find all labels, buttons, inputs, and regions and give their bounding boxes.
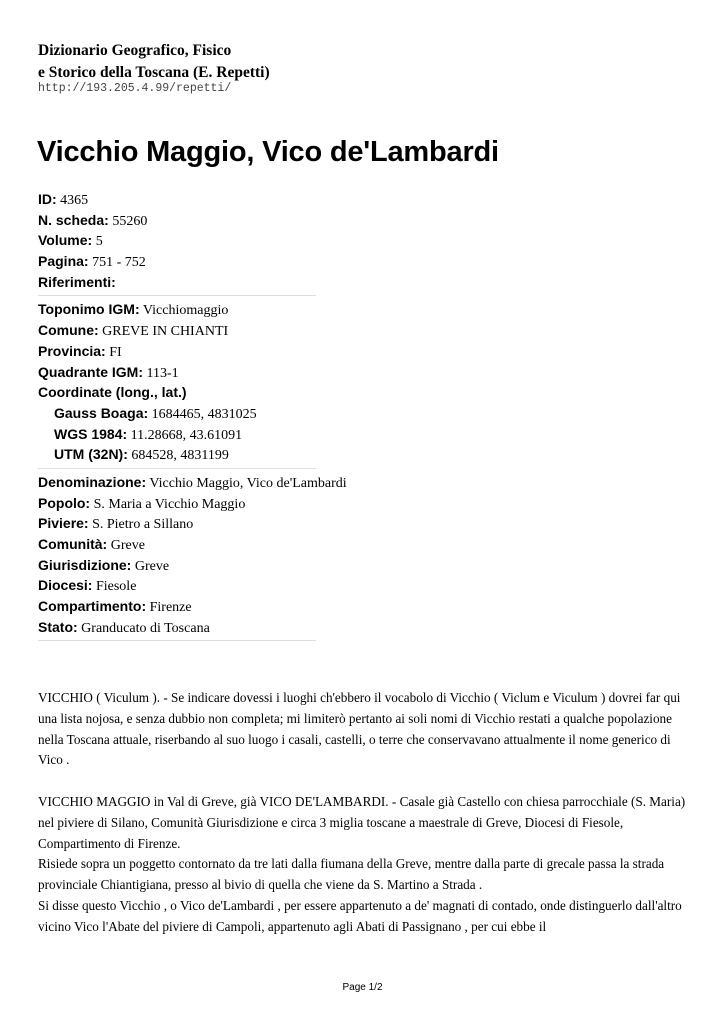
paragraph-name-origin: Si disse questo Vicchio , o Vico de'Lambardi , per essere appartenuto a de' magnati di contado, onde distinguerlo dall'altro vicino Vico l'Abate del piviere di Campoli, appartenuto agli Abati di Passignano , per cui ebbe il	[38, 897, 682, 934]
divider	[38, 468, 316, 469]
field-volume	[38, 230, 316, 251]
field-value: Granducato di Toscana	[81, 620, 210, 636]
field-value: Fiesole	[95, 579, 137, 595]
paragraph-vicchio: VICCHIO ( Viculum ). - Se indicare dovessi i luoghi ch'ebbero il vocabolo di Vicchio ( Viclum e Viculum ) dovrei far qui una lista nojosa, e senza dubbio non completa; mi limiterò pertanto ai soli nomi di Vicchio restati a qualche popolazione nella Toscana attuale, riserbando al suo luogo i casali, castelli, o terre che conservavano attualmente il nome generico di Vico .	[38, 690, 681, 768]
field-label: Provincia:	[38, 342, 106, 359]
field-label: Popolo:	[38, 494, 91, 511]
field-label: Piviere:	[38, 515, 89, 532]
paragraph-vicchio-maggio: VICCHIO MAGGIO in Val di Greve, già VICO DE'LAMBARDI. - Casale già Castello con chiesa parrocchiale (S. Maria) nel piviere di Silano, Comunità Giurisdizione e circa 3 miglia toscane a maestrale di Greve, Diocesi di Fiesole, Compartimento di Firenze.	[38, 793, 686, 851]
entry-text	[38, 688, 693, 938]
field-value: Greve	[134, 558, 170, 574]
field-id	[38, 189, 316, 210]
field-utm	[38, 444, 316, 465]
field-giurisdizione	[38, 555, 316, 576]
source-title-line2: e Storico della Toscana (E. Repetti)	[38, 64, 270, 81]
field-comunita	[38, 534, 316, 555]
field-scheda	[38, 210, 316, 231]
field-compartimento	[38, 596, 316, 617]
field-value: GREVE IN CHIANTI	[102, 324, 229, 340]
field-value: Greve	[110, 538, 145, 553]
field-label: Volume:	[38, 232, 93, 249]
field-value: FI	[109, 344, 122, 360]
field-label: Denominazione:	[38, 473, 147, 490]
field-value: Vicchio Maggio, Vico de'Lambardi	[149, 475, 347, 491]
field-denominazione	[38, 472, 347, 493]
field-value: S. Pietro a Sillano	[92, 517, 194, 533]
field-value: Vicchiomaggio	[142, 303, 229, 319]
field-label: Comunità:	[38, 536, 108, 552]
field-wgs1984	[38, 424, 316, 445]
field-label: Compartimento:	[38, 598, 147, 615]
divider	[38, 640, 316, 641]
field-label: Gauss Boaga:	[54, 404, 149, 421]
paragraph-position: Risiede sopra un poggetto contornato da tre lati dalla fiumana della Greve, mentre dalla parte di grecale passa la strada provinciale Chiantigiana, presso al bivio di quella che viene da S. Martino a Strada .	[38, 856, 665, 893]
field-label: Giurisdizione:	[38, 556, 132, 573]
field-value: 751 - 752	[92, 255, 146, 271]
field-riferimenti	[38, 272, 316, 293]
paragraph-gap	[38, 771, 693, 792]
page-title: Vicchio Maggio, Vico de'Lambardi	[37, 136, 499, 168]
field-quadrante	[38, 362, 316, 383]
source-title	[38, 40, 270, 84]
field-value: 4365	[60, 193, 89, 208]
field-value: 113-1	[146, 365, 179, 381]
source-url[interactable]: http://193.205.4.99/repetti/	[38, 82, 232, 95]
field-label: Riferimenti:	[38, 273, 116, 290]
field-value: 11.28668, 43.61091	[130, 427, 243, 443]
field-label: Comune:	[38, 322, 99, 339]
field-label: Quadrante IGM:	[38, 363, 144, 380]
field-value: 1684465, 4831025	[151, 406, 257, 422]
field-label: Diocesi:	[38, 577, 93, 594]
divider	[38, 295, 316, 296]
field-gauss-boaga	[38, 403, 316, 424]
field-value: 5	[95, 234, 103, 250]
field-coordinate	[38, 382, 316, 403]
source-title-line1: Dizionario Geografico, Fisico	[38, 42, 232, 59]
field-label: Pagina:	[38, 253, 89, 270]
field-label: Toponimo IGM:	[38, 301, 140, 318]
field-comune	[38, 320, 316, 341]
record-fields	[38, 189, 347, 644]
field-label: Coordinate (long., lat.)	[38, 384, 187, 401]
field-label: ID:	[38, 191, 57, 207]
field-toponimo	[38, 299, 316, 320]
field-label: UTM (32N):	[54, 446, 128, 463]
field-value: 55260	[112, 213, 148, 229]
field-label: WGS 1984:	[54, 425, 128, 442]
field-label: N. scheda:	[38, 211, 109, 228]
field-provincia	[38, 341, 316, 362]
page-number: Page 1/2	[342, 982, 383, 993]
field-popolo	[38, 493, 316, 514]
field-piviere	[38, 513, 316, 534]
field-diocesi	[38, 575, 316, 596]
field-stato	[38, 617, 316, 638]
field-label: Stato:	[38, 618, 78, 635]
field-value: Firenze	[149, 600, 192, 616]
field-value: S. Maria a Vicchio Maggio	[93, 496, 246, 512]
field-pagina	[38, 251, 316, 272]
field-value: 684528, 4831199	[131, 448, 229, 464]
